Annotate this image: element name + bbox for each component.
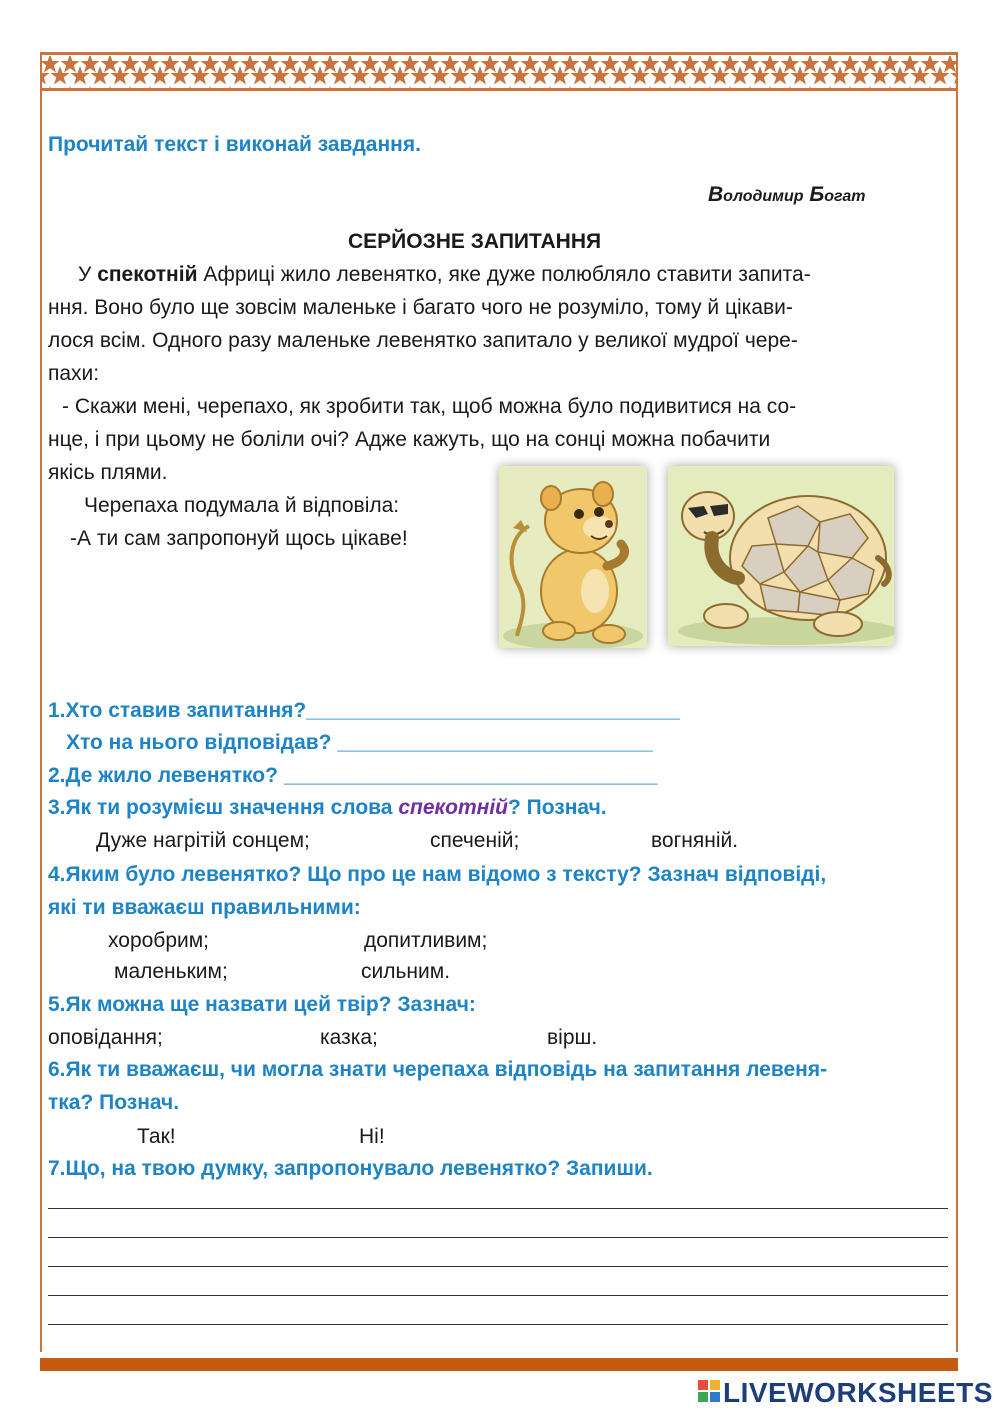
liveworksheets-logo [697, 1375, 993, 1411]
author-initial-2: Б [809, 183, 825, 206]
story-title: СЕРЙОЗНЕ ЗАПИТАННЯ [348, 230, 602, 253]
author-name [708, 181, 865, 211]
author-last-rest: огат [824, 188, 866, 205]
story-text: Африці жило левенятко, яке дуже полюбляло ставити запита- [197, 263, 811, 286]
instruction-heading: Прочитай текст і виконай завдання. [48, 133, 421, 156]
q6-option[interactable]: Ні! [359, 1125, 385, 1148]
question-6-line2: тка? Познач. [48, 1091, 180, 1114]
logo-text: LIVEWORKSHEETS [723, 1377, 993, 1408]
bottom-border-band [40, 1358, 958, 1371]
q4-option[interactable]: допитливим; [364, 929, 488, 952]
answer-line[interactable] [48, 1266, 948, 1267]
question-5: 5.Як можна ще назвати цей твір? Зазнач: [48, 993, 476, 1016]
q5-option[interactable]: оповідання; [48, 1026, 163, 1049]
q5-option[interactable]: казка; [320, 1026, 378, 1049]
star-border-band [40, 52, 958, 92]
answer-line[interactable] [48, 1324, 948, 1325]
q6-option[interactable]: Так! [137, 1125, 176, 1148]
question-4-line2: які ти вважаєш правильними: [48, 896, 361, 919]
author-first-rest: олодимир [723, 188, 804, 205]
story-line [78, 261, 811, 289]
question-2: 2.Де жило левенятко? ________________________________ [48, 764, 658, 787]
story-line: ння. Воно було ще зовсім маленьке і багато чого не розуміло, тому й цікави- [48, 296, 793, 319]
logo-icon [697, 1378, 723, 1408]
lion-cub-illustration [499, 466, 647, 648]
answer-line[interactable] [48, 1295, 948, 1296]
q3-option[interactable]: вогняній. [651, 829, 739, 852]
question-7: 7.Що, на твою думку, запропонувало левенятко? Запиши. [48, 1157, 653, 1180]
question-3-keyword: спекотній [398, 796, 508, 819]
question-1a: 1.Хто ставив запитання?________________________________ [48, 699, 680, 722]
q4-option[interactable]: хоробрим; [108, 929, 210, 952]
q3-option[interactable]: спеченій; [430, 829, 520, 852]
question-3-start: 3.Як ти розумієш значення слова [48, 796, 399, 819]
q4-option[interactable]: маленьким; [114, 960, 228, 983]
turtle-illustration [668, 466, 894, 646]
question-1b: Хто на нього відповідав? ___________________________ [66, 731, 653, 754]
story-line: лося всім. Одного разу маленьке левенятко запитало у великої мудрої чере- [48, 329, 798, 352]
story-text: У [78, 263, 98, 286]
q3-option[interactable]: Дуже нагрітій сонцем; [96, 829, 310, 852]
answer-line[interactable] [48, 1237, 948, 1238]
question-6-line1: 6.Як ти вважаєш, чи могла знати черепаха відповідь на запитання левеня- [48, 1058, 828, 1081]
author-initial-1: В [708, 183, 724, 206]
story-line: якісь плями. [48, 461, 168, 484]
highlighted-word: спекотній [97, 263, 198, 286]
answer-line[interactable] [48, 1208, 948, 1209]
q4-option[interactable]: сильним. [361, 960, 451, 983]
story-line: пахи: [48, 362, 100, 385]
story-line: нце, і при цьому не боліли очі? Адже кажуть, що на сонці можна побачити [48, 428, 771, 451]
story-line: -А ти сам запропонуй щось цікаве! [70, 527, 408, 550]
story-line: Черепаха подумала й відповіла: [84, 494, 400, 517]
q5-option[interactable]: вірш. [547, 1026, 598, 1049]
story-line: - Скажи мені, черепахо, як зробити так, щоб можна було подивитися на со- [62, 395, 797, 418]
question-4-line1: 4.Яким було левенятко? Що про це нам відомо з тексту? Зазнач відповіді, [48, 863, 827, 886]
question-3-end: ? Познач. [508, 796, 607, 819]
question-3 [48, 794, 607, 822]
